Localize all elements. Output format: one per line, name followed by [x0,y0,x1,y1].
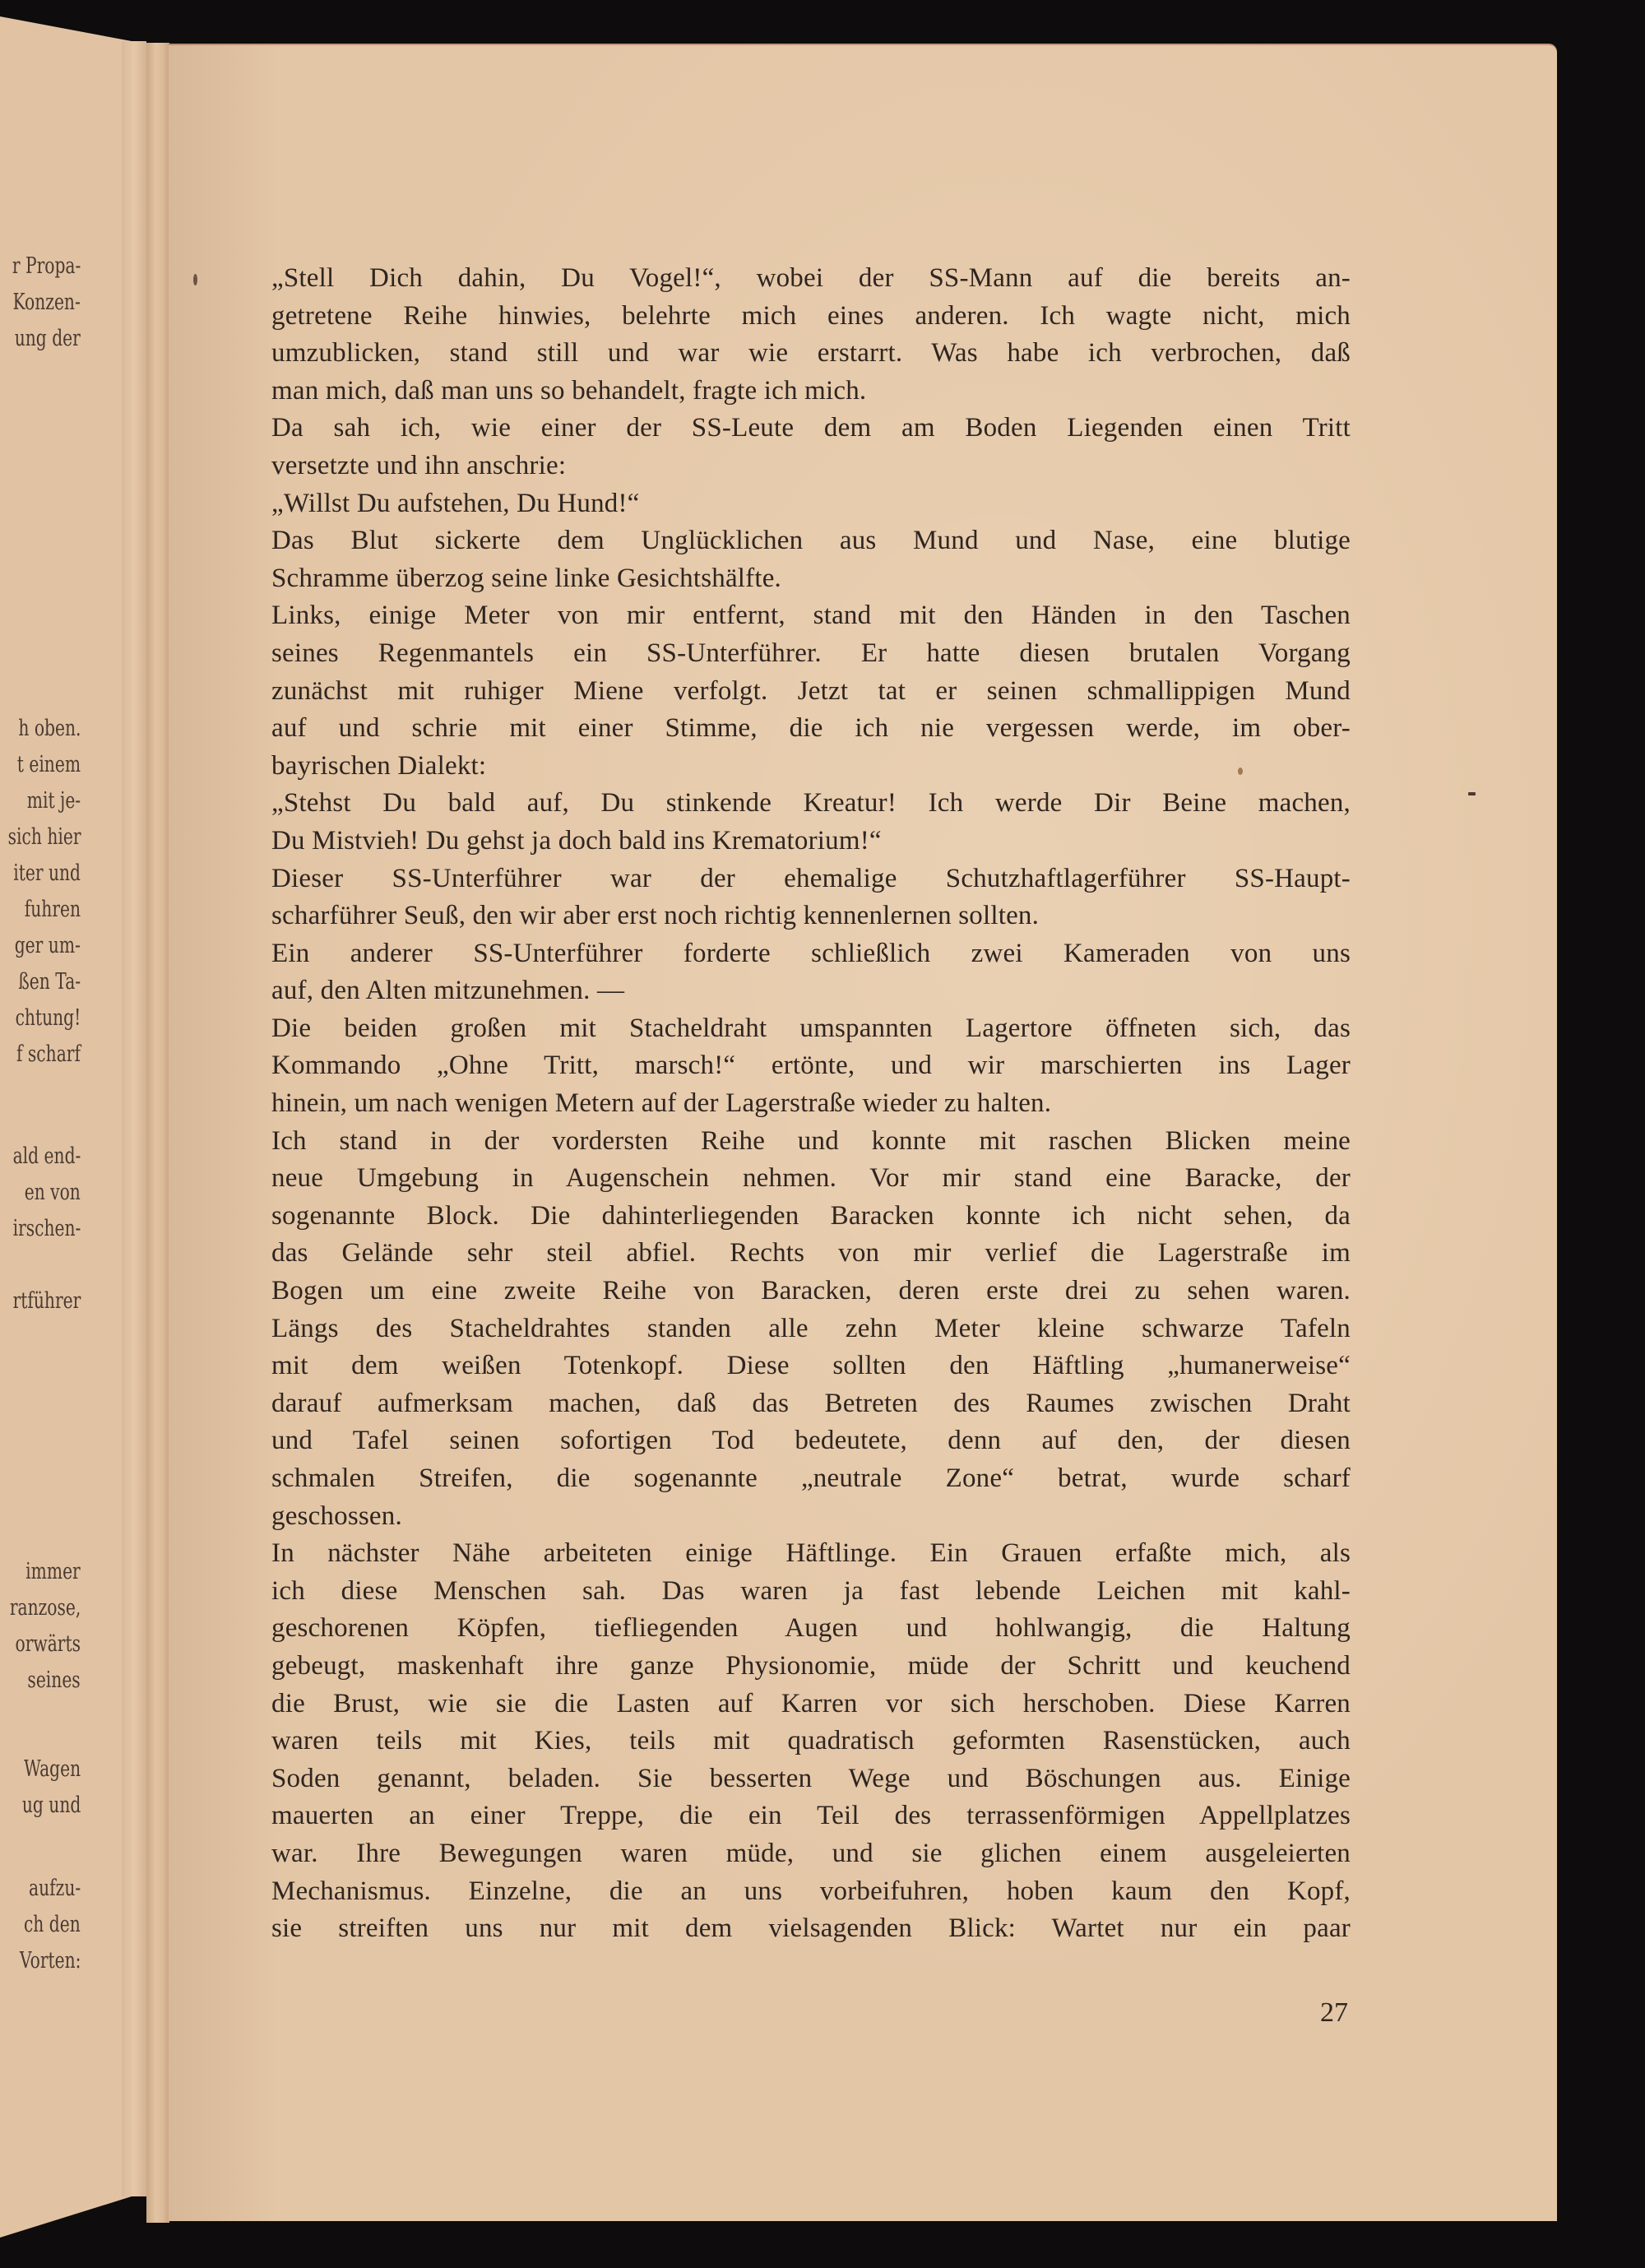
text-line: sie streiften uns nur mit dem vielsagenden Blick: Wartet nur ein paar [271,1913,1351,1944]
left-page-fragment: aufzu- [28,1876,81,1901]
text-line: Du Mistvieh! Du gehst ja doch bald ins Krematorium!“ [271,825,882,856]
left-page-fragment: ald end- [12,1143,81,1169]
text-line: Ich stand in der vordersten Reihe und konnte mit raschen Blicken meine [271,1125,1351,1156]
text-line: „Stell Dich dahin, Du Vogel!“, wobei der SS-Mann auf die bereits an- [271,263,1351,293]
text-line: ich diese Menschen sah. Das waren ja fast lebende Leichen mit kahl- [271,1575,1351,1606]
text-line: Links, einige Meter von mir entfernt, stand mit den Händen in den Taschen [271,601,1351,631]
text-line: versetzte und ihn anschrie: [271,450,567,480]
text-line: seines Regenmantels ein SS-Unterführer. Er hatte diesen brutalen Vorgang [271,638,1351,668]
page-number: 27 [1320,1997,1348,2028]
text-line: geschossen. [271,1500,402,1531]
text-line: gebeugt, maskenhaft ihre ganze Physionomie, müde der Schritt und keuchend [271,1650,1351,1681]
left-page-fragment: ger um- [14,933,81,958]
left-page-fragment: Wagen [23,1756,81,1782]
left-page-fragment: irschen- [12,1216,81,1241]
text-line: mauerten an einer Treppe, die ein Teil des terrassenförmigen Appellplatzes [271,1801,1351,1831]
text-line: waren teils mit Kies, teils mit quadratisch geformten Rasenstücken, auch [271,1726,1351,1756]
text-line: scharführer Seuß, den wir aber erst noch richtig kennenlernen sollten. [271,901,1040,931]
text-line: geschorenen Köpfen, tiefliegenden Augen und hohlwangig, die Haltung [271,1613,1351,1644]
text-line: In nächster Nähe arbeiteten einige Häftlinge. Ein Grauen erfaßte mich, als [271,1538,1351,1569]
text-line: Dieser SS-Unterführer war der ehemalige Schutzhaftlagerführer SS-Haupt- [271,863,1351,893]
left-page-fragment: chtung! [15,1005,81,1031]
left-page-fragment: fuhren [24,897,81,922]
text-line: auf und schrie mit einer Stimme, die ich nie vergessen werde, im ober- [271,713,1351,744]
left-page-fragment: mit je- [26,788,81,814]
text-line: Das Blut sickerte dem Unglücklichen aus Mund und Nase, eine blutige [271,526,1351,556]
text-line: war. Ihre Bewegungen waren müde, und sie glichen einem ausgeleierten [271,1838,1351,1868]
body-text [271,260,1351,1948]
paper-speck [193,274,197,285]
text-line: Soden genannt, beladen. Sie besserten Wege und Böschungen aus. Einige [271,1763,1351,1793]
left-page-fragment: f scharf [16,1041,81,1067]
text-line: darauf aufmerksam machen, daß das Betreten des Raumes zwischen Draht [271,1388,1351,1418]
left-page-fragment: r Propa- [12,253,81,279]
text-line: Kommando „Ohne Tritt, marsch!“ ertönte, und wir marschierten ins Lager [271,1051,1351,1081]
text-line: sogenannte Block. Die dahinterliegenden Baracken konnte ich nicht sehen, da [271,1200,1351,1231]
left-page-fragment: iter und [13,860,81,886]
left-page-fragment: Vorten: [19,1948,81,1973]
left-page-fragment: ch den [24,1912,81,1937]
left-page-fragment: immer [25,1559,81,1584]
left-page-fragment: sich hier [7,824,81,850]
paper-mark [1468,792,1476,795]
text-line: neue Umgebung in Augenschein nehmen. Vor mir stand eine Baracke, der [271,1163,1351,1194]
text-line: zunächst mit ruhiger Miene verfolgt. Jetzt tat er seinen schmallippigen Mund [271,675,1351,706]
left-page-fragment: ung der [14,326,81,351]
text-line: die Brust, wie sie die Lasten auf Karren vor sich herschoben. Diese Karren [271,1688,1351,1718]
text-line: Da sah ich, wie einer der SS-Leute dem am Boden Liegenden einen Tritt [271,413,1351,443]
text-line: mit dem weißen Totenkopf. Diese sollten den Häftling „humanerweise“ [271,1351,1351,1381]
left-page-fragment: Konzen- [12,290,81,315]
left-page-fragment: orwärts [15,1631,81,1657]
text-line: und Tafel seinen sofortigen Tod bedeutete, denn auf den, der diesen [271,1426,1351,1456]
text-line: „Stehst Du bald auf, Du stinkende Kreatur! Ich werde Dir Beine machen, [271,788,1351,819]
text-line: Die beiden großen mit Stacheldraht umspannten Lagertore öffneten sich, das [271,1013,1351,1043]
text-line: das Gelände sehr steil abfiel. Rechts von mir verlief die Lagerstraße im [271,1238,1351,1269]
book-spine [146,43,169,2223]
text-line: hinein, um nach wenigen Metern auf der Lagerstraße wieder zu halten. [271,1088,1052,1119]
left-page-fragment: seines [27,1667,81,1693]
left-page-fold [122,41,146,2196]
text-line: „Willst Du aufstehen, Du Hund!“ [271,488,640,518]
left-page-fragment: ßen Ta- [18,969,81,995]
text-line: Ein anderer SS-Unterführer forderte schließlich zwei Kameraden von uns [271,938,1351,968]
left-page-fragment: en von [24,1180,81,1205]
text-line: schmalen Streifen, die sogenannte „neutrale Zone“ betrat, wurde scharf [271,1463,1351,1493]
text-line: Mechanismus. Einzelne, die an uns vorbeifuhren, hoben kaum den Kopf, [271,1876,1351,1906]
left-page-fragment: t einem [16,752,81,777]
left-page-fragment: ranzose, [9,1595,81,1621]
text-line: man mich, daß man uns so behandelt, fragte ich mich. [271,375,867,406]
text-line: Bogen um eine zweite Reihe von Baracken, deren erste drei zu sehen waren. [271,1276,1351,1306]
left-page-fragment: h oben. [17,716,81,741]
text-line: bayrischen Dialekt: [271,750,487,781]
text-line: Schramme überzog seine linke Gesichtshälfte. [271,563,782,593]
text-line: Längs des Stacheldrahtes standen alle zehn Meter kleine schwarze Tafeln [271,1313,1351,1343]
text-line: umzublicken, stand still und war wie erstarrt. Was habe ich verbrochen, daß [271,338,1351,369]
left-page-fragment: ug und [21,1793,81,1818]
left-page-fragment: rtführer [12,1288,81,1314]
text-line: auf, den Alten mitzunehmen. — [271,976,625,1006]
text-line: getretene Reihe hinwies, belehrte mich eines anderen. Ich wagte nicht, mich [271,300,1351,331]
